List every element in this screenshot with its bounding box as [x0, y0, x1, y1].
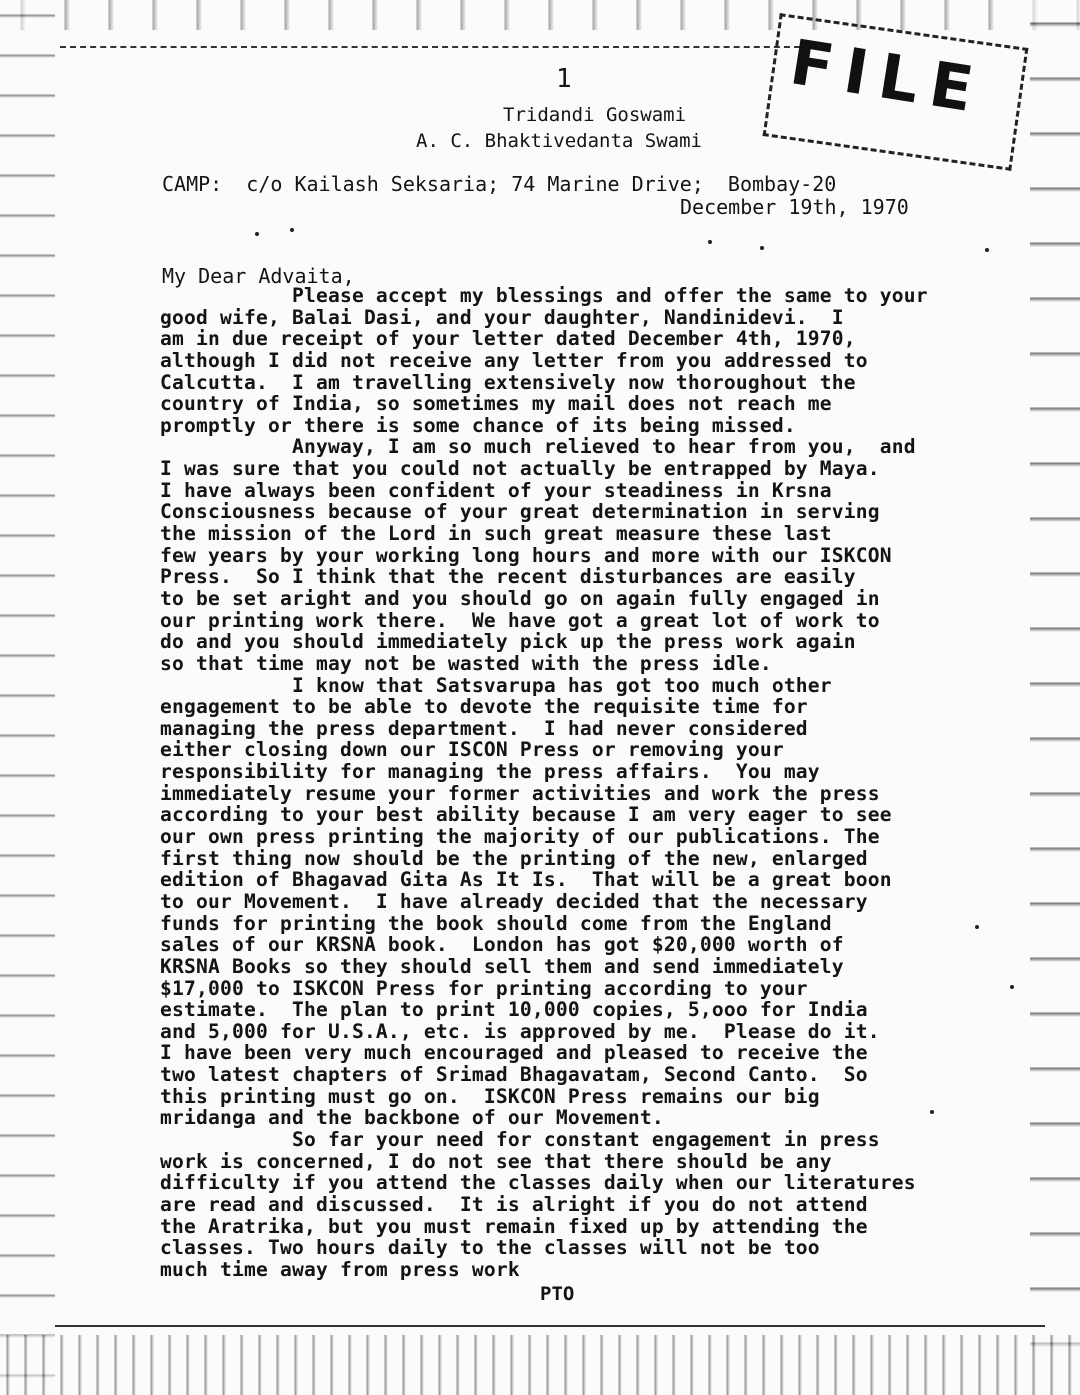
letter-line: immediately resume your former activities and work the press [160, 781, 880, 805]
letter-line: So far your need for constant engagement in press [160, 1127, 880, 1151]
letter-line: sales of our KRSNA book. London has got $20,000 worth of [160, 933, 844, 957]
letter-line: this printing must go on. ISKCON Press remains our big [160, 1084, 820, 1108]
pto-marker: PTO [540, 1283, 575, 1305]
scan-speck [255, 232, 259, 236]
letterhead-name: A. C. Bhaktivedanta Swami [416, 130, 702, 152]
letterhead-title: Tridandi Goswami [503, 104, 687, 126]
letter-line: KRSNA Books so they should sell them and send immediately [160, 954, 844, 978]
letter-line: our own press printing the majority of our publications. The [160, 825, 880, 849]
scan-speck [290, 228, 294, 232]
file-stamp: FILE [785, 25, 990, 128]
salutation: My Dear Advaita, [162, 264, 355, 288]
letter-line: engagement to be able to devote the requisite time for [160, 695, 808, 719]
letter-line: our printing work there. We have got a great lot of work to [160, 608, 880, 632]
letter-line: much time away from press work [160, 1257, 520, 1281]
letter-line: classes. Two hours daily to the classes will not be too [160, 1236, 820, 1260]
scan-speck [985, 248, 989, 252]
top-rule [60, 46, 800, 48]
letter-line: either closing down our ISCON Press or removing your [160, 738, 784, 762]
letter-line: good wife, Balai Dasi, and your daughter, Nandinidevi. I [160, 305, 844, 329]
letter-line: $17,000 to ISKCON Press for printing according to your [160, 976, 808, 1000]
letter-line: according to your best ability because I am very eager to see [160, 803, 892, 827]
bottom-rule [55, 1325, 1045, 1327]
letter-line: Please accept my blessings and offer the same to your [160, 284, 928, 307]
letter-line: edition of Bhagavad Gita As It Is. That will be a great boon [160, 868, 892, 892]
letter-line: first thing now should be the printing of the new, enlarged [160, 846, 868, 870]
letter-line: Press. So I think that the recent disturbances are easily [160, 565, 856, 589]
letter-line: Anyway, I am so much relieved to hear from you, and [160, 435, 916, 459]
letter-line: Calcutta. I am travelling extensively now thoroughout the [160, 370, 856, 394]
letter-line: few years by your working long hours and more with our ISKCON [160, 543, 892, 567]
letter-line: responsibility for managing the press affairs. You may [160, 760, 820, 784]
letter-line: do and you should immediately pick up the press work again [160, 630, 856, 654]
letter-line: promptly or there is some chance of its being missed. [160, 413, 796, 437]
scan-speck [930, 1110, 934, 1114]
scan-speck [708, 240, 712, 244]
letter-line: to our Movement. I have already decided that the necessary [160, 889, 868, 913]
letter-line: are read and discussed. It is alright if you do not attend [160, 1192, 868, 1216]
scan-speck [975, 925, 979, 929]
letter-line: I was sure that you could not actually be entrapped by Maya. [160, 457, 880, 481]
letter-line: the mission of the Lord in such great measure these last [160, 522, 832, 546]
letter-line: am in due receipt of your letter dated December 4th, 1970, [160, 327, 856, 351]
letter-line: to be set aright and you should go on again fully engaged in [160, 586, 880, 610]
letter-line: although I did not receive any letter from you addressed to [160, 348, 868, 372]
letter-line: the Aratrika, but you must remain fixed up by attending the [160, 1214, 868, 1238]
scan-edge-left [0, 0, 55, 1395]
letter-line: Consciousness because of your great determination in serving [160, 500, 880, 524]
scan-speck [760, 246, 764, 250]
letter-line: and 5,000 for U.S.A., etc. is approved by me. Please do it. [160, 1019, 880, 1043]
letter-line: work is concerned, I do not see that there should be any [160, 1149, 832, 1173]
letter-line: I have been very much encouraged and pleased to receive the [160, 1041, 868, 1065]
page-number: 1 [556, 64, 572, 94]
letter-line: I know that Satsvarupa has got too much other [160, 673, 832, 697]
scan-edge-top [0, 0, 1080, 30]
letter-line: difficulty if you attend the classes daily when our literatures [160, 1171, 916, 1195]
letter-line: country of India, so sometimes my mail does not reach me [160, 392, 832, 416]
letter-line: managing the press department. I had never considered [160, 716, 808, 740]
letter-body [160, 285, 1040, 1280]
camp-address: CAMP: c/o Kailash Seksaria; 74 Marine Drive; Bombay-20 [162, 172, 837, 196]
letter-line: two latest chapters of Srimad Bhagavatam, Second Canto. So [160, 1063, 868, 1087]
letter-date: December 19th, 1970 [680, 195, 909, 219]
letter-line: so that time may not be wasted with the press idle. [160, 651, 772, 675]
scan-speck [1010, 985, 1014, 989]
letter-line: estimate. The plan to print 10,000 copies, 5,ooo for India [160, 998, 868, 1022]
letter-line: mridanga and the backbone of our Movement. [160, 1106, 664, 1130]
scan-edge-bottom [0, 1335, 1080, 1395]
letter-line: I have always been confident of your steadiness in Krsna [160, 478, 832, 502]
letter-line: funds for printing the book should come from the England [160, 911, 832, 935]
